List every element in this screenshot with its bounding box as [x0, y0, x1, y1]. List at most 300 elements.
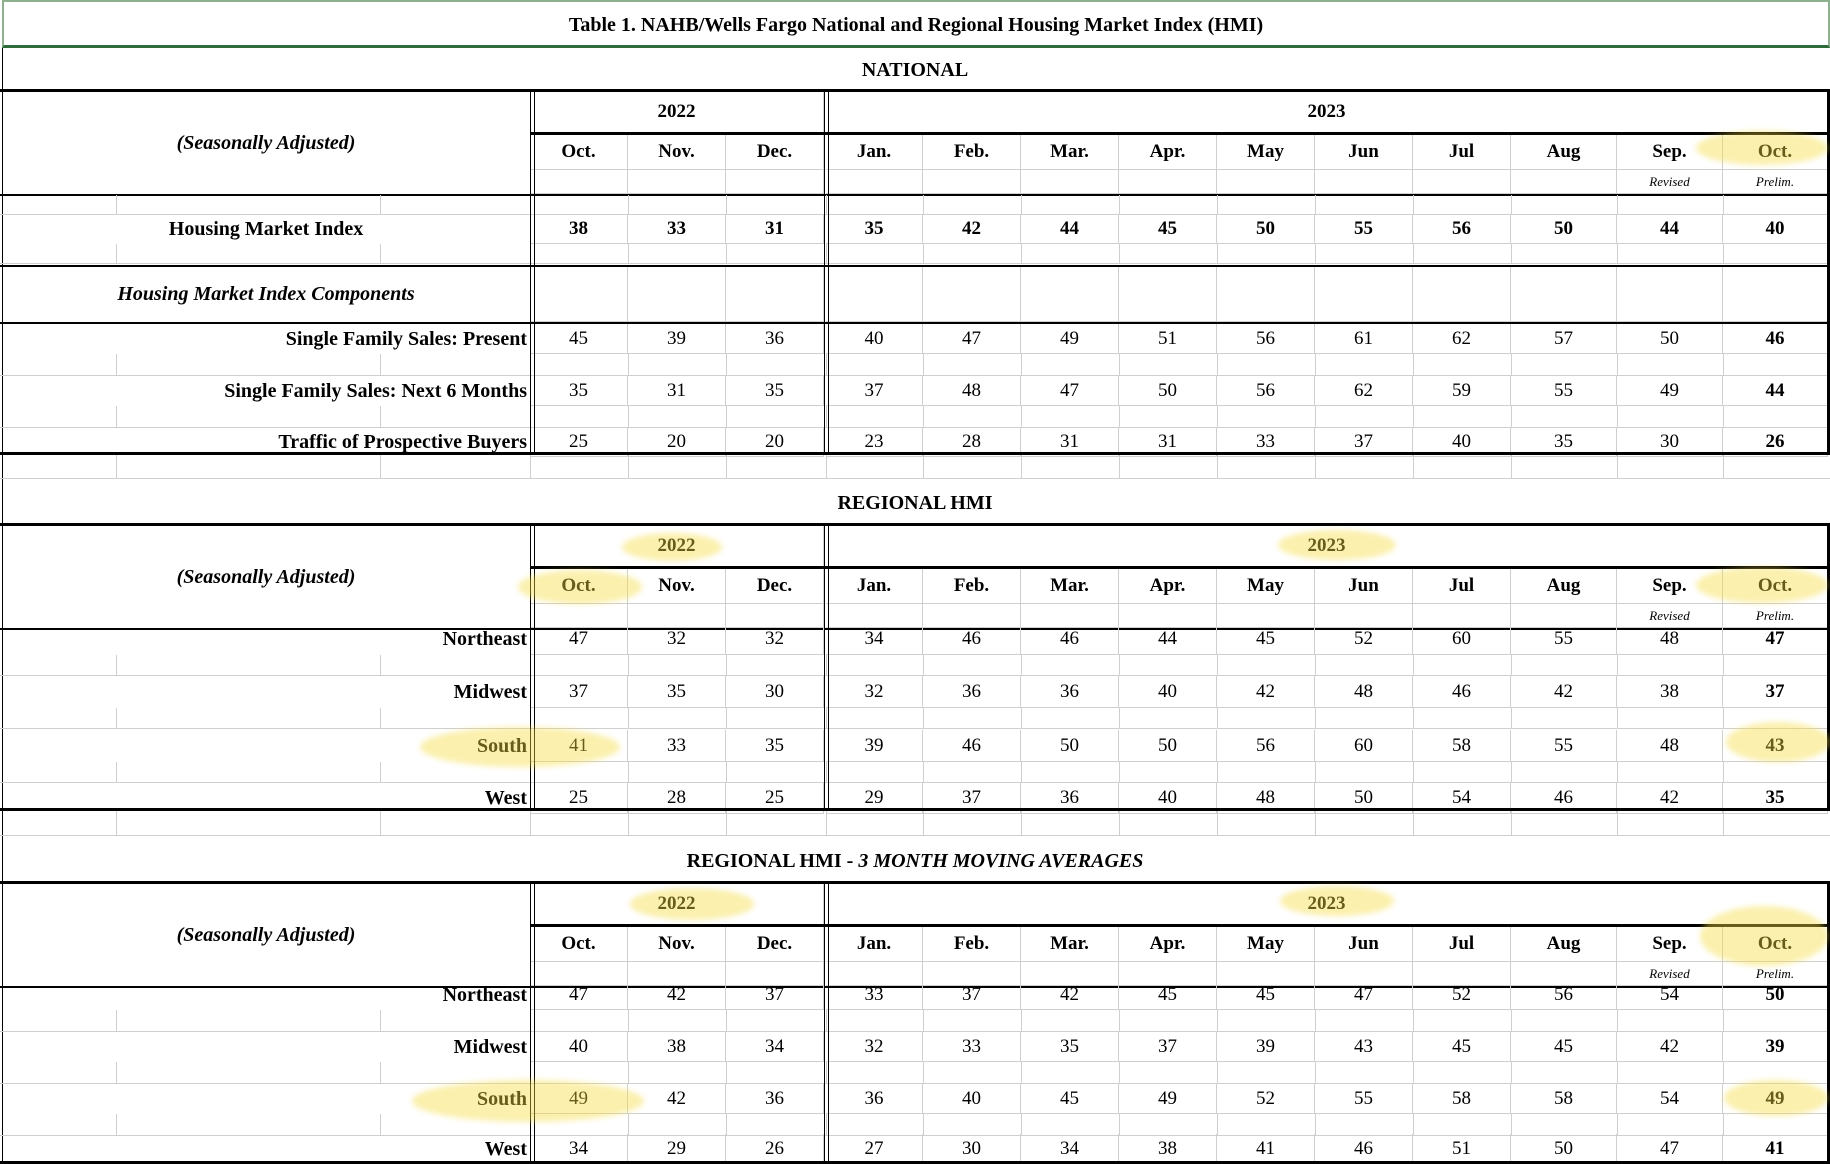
month-header: Apr. [1119, 135, 1217, 170]
data-cell: 32 [726, 623, 824, 655]
data-cell: 32 [826, 676, 923, 708]
grid-line [116, 655, 117, 676]
highlight-mark [1280, 886, 1394, 916]
grid-line [1021, 811, 1022, 836]
highlight-mark [412, 1080, 644, 1122]
grid-line [923, 762, 924, 783]
data-cell: 35 [726, 376, 824, 406]
highlight-mark [1696, 131, 1828, 165]
grid-line [1413, 244, 1414, 264]
moving-title-main: REGIONAL HMI - [686, 849, 859, 872]
region-label: West [484, 786, 527, 809]
empty-cell [1413, 267, 1511, 322]
grid-line [628, 1114, 629, 1136]
data-cell: 35 [1021, 1032, 1119, 1062]
grid-line [1315, 655, 1316, 676]
grid-line [1511, 406, 1512, 428]
grid-line [1315, 244, 1316, 264]
data-cell: 59 [1413, 376, 1511, 406]
month-header: Feb. [923, 569, 1021, 604]
data-cell: 46 [923, 623, 1021, 655]
double-rule [824, 89, 825, 455]
grid-line [826, 406, 827, 428]
grid-line [1315, 195, 1316, 215]
data-cell: 26 [726, 1134, 824, 1164]
grid-line [628, 195, 629, 215]
grid-line [380, 655, 381, 676]
grid-line [1021, 1010, 1022, 1032]
data-cell: 33 [826, 980, 923, 1010]
grid-line [116, 195, 117, 215]
data-cell: 50 [1511, 1134, 1617, 1164]
data-cell: 55 [1511, 623, 1617, 655]
month-header: Oct. [530, 135, 628, 170]
grid-line [380, 708, 381, 729]
data-cell: 45 [1217, 980, 1315, 1010]
double-rule [824, 881, 825, 1164]
highlight-mark [1726, 722, 1830, 762]
month-header: Nov. [628, 569, 726, 604]
month-header: Oct. [1723, 135, 1828, 170]
data-cell: 39 [1723, 1032, 1828, 1062]
grid-line [1217, 406, 1218, 428]
data-cell: 40 [1119, 782, 1217, 814]
grid-line [116, 1114, 117, 1136]
grid-line [1617, 354, 1618, 376]
grid-line [726, 244, 727, 264]
data-cell: 35 [1511, 427, 1617, 457]
section-title-national: NATIONAL [861, 58, 969, 81]
grid-line [1723, 1010, 1724, 1032]
grid-line [1617, 195, 1618, 215]
month-header: Mar. [1021, 569, 1119, 604]
empty-cell [726, 267, 824, 322]
grid-line [826, 195, 827, 215]
grid-line [1413, 455, 1414, 479]
data-cell: 36 [726, 1084, 824, 1114]
data-cell: 23 [826, 427, 923, 457]
grid-line [628, 244, 629, 264]
month-header: Sep. [1617, 927, 1723, 962]
data-cell: 45 [1021, 1084, 1119, 1114]
grid-line [1617, 655, 1618, 676]
header-bottom-rule [0, 194, 1830, 196]
grid-line [726, 354, 727, 376]
grid-line [1617, 762, 1618, 783]
grid-line [628, 406, 629, 428]
month-header: May [1217, 927, 1315, 962]
grid-line [1315, 455, 1316, 479]
grid-line [1315, 811, 1316, 836]
empty-cell [1119, 267, 1217, 322]
data-cell: 42 [628, 980, 726, 1010]
region-label: Midwest [453, 680, 527, 703]
month-header: Dec. [726, 569, 824, 604]
highlight-mark [1696, 567, 1828, 603]
grid-line [628, 708, 629, 729]
data-cell: 49 [530, 1084, 628, 1114]
data-cell: 62 [1413, 324, 1511, 354]
grid-line [116, 244, 117, 264]
data-cell: 36 [826, 1084, 923, 1114]
grid-line [923, 811, 924, 836]
grid-line [380, 811, 381, 836]
grid-line [826, 244, 827, 264]
grid-line [1413, 1114, 1414, 1136]
grid-line [726, 762, 727, 783]
grid-line [1723, 1114, 1724, 1136]
grid-line [1217, 811, 1218, 836]
regional-bottom-rule [0, 808, 1830, 811]
month-header: Oct. [1723, 569, 1828, 604]
section-title-moving-averages [0, 840, 1830, 882]
grid-line [1723, 455, 1724, 479]
data-cell: 25 [530, 782, 628, 814]
double-rule [534, 89, 535, 455]
grid-line [1315, 1062, 1316, 1084]
month-header: Nov. [628, 927, 726, 962]
grid-line [1511, 708, 1512, 729]
highlight-mark [622, 533, 722, 561]
data-cell: 26 [1723, 427, 1828, 457]
data-cell: 34 [826, 623, 923, 655]
grid-line [826, 1062, 827, 1084]
month-header: Mar. [1021, 135, 1119, 170]
data-cell: 32 [826, 1032, 923, 1062]
grid-line [1021, 455, 1022, 479]
year-2023: 2023 [826, 526, 1828, 567]
data-cell: 28 [628, 782, 726, 814]
data-cell: 31 [1021, 427, 1119, 457]
grid-line [0, 263, 1830, 264]
data-cell: 31 [726, 214, 824, 244]
grid-line [116, 406, 117, 428]
grid-line [1217, 708, 1218, 729]
data-cell: 44 [1617, 214, 1723, 244]
grid-line [1511, 455, 1512, 479]
empty-cell [826, 267, 923, 322]
grid-line [1511, 811, 1512, 836]
grid-line [726, 195, 727, 215]
month-header: Oct. [530, 569, 628, 604]
data-cell: 36 [923, 676, 1021, 708]
data-cell: 52 [1413, 980, 1511, 1010]
grid-line [1511, 762, 1512, 783]
components-label: Housing Market Index Components [117, 283, 415, 305]
region-label: Northeast [442, 983, 527, 1006]
data-cell: 34 [530, 1134, 628, 1164]
grid-line [1217, 195, 1218, 215]
grid-line [826, 455, 827, 479]
data-cell: 33 [628, 730, 726, 762]
grid-line [380, 1010, 381, 1032]
year-2022: 2022 [530, 526, 824, 567]
data-cell: 49 [1617, 376, 1723, 406]
data-cell: 46 [1413, 676, 1511, 708]
data-cell: 42 [1217, 676, 1315, 708]
grid-line [923, 354, 924, 376]
grid-line [1217, 354, 1218, 376]
grid-line [1413, 406, 1414, 428]
data-cell: 52 [1315, 623, 1413, 655]
double-rule [828, 523, 829, 811]
grid-line [923, 708, 924, 729]
grid-line [1413, 195, 1414, 215]
data-cell: 58 [1511, 1084, 1617, 1114]
data-cell: 37 [530, 676, 628, 708]
data-cell: 35 [530, 376, 628, 406]
grid-line [116, 708, 117, 729]
data-cell: 52 [1217, 1084, 1315, 1114]
seasonally-adjusted-label: (Seasonally Adjusted) [176, 565, 356, 588]
month-header: Aug [1511, 135, 1617, 170]
grid-line [1217, 455, 1218, 479]
grid-line [1119, 1010, 1120, 1032]
data-cell: 54 [1413, 782, 1511, 814]
month-header: May [1217, 135, 1315, 170]
grid-line [923, 1010, 924, 1032]
grid-line [628, 455, 629, 479]
data-cell: 37 [1119, 1032, 1217, 1062]
grid-line [1413, 655, 1414, 676]
grid-line [1119, 406, 1120, 428]
data-cell: 35 [726, 730, 824, 762]
data-cell: 50 [1315, 782, 1413, 814]
grid-line [726, 1062, 727, 1084]
data-cell: 37 [923, 980, 1021, 1010]
region-label: South [476, 1087, 527, 1110]
grid-line [1511, 244, 1512, 264]
data-cell: 44 [1119, 623, 1217, 655]
grid-line [1617, 244, 1618, 264]
highlight-mark [1700, 906, 1828, 966]
grid-line [1511, 1114, 1512, 1136]
grid-line [923, 195, 924, 215]
note-cell [923, 170, 1021, 194]
grid-line [1021, 406, 1022, 428]
data-cell: 50 [1119, 376, 1217, 406]
data-cell: 56 [1511, 980, 1617, 1010]
empty-cell [1723, 267, 1828, 322]
note-cell: Prelim. [1723, 962, 1828, 986]
grid-line [726, 455, 727, 479]
note-cell [1315, 170, 1413, 194]
data-cell: 55 [1511, 376, 1617, 406]
note-cell [1021, 170, 1119, 194]
grid-line [726, 1010, 727, 1032]
grid-line [1119, 1062, 1120, 1084]
data-cell: 50 [1021, 730, 1119, 762]
empty-cell [1511, 267, 1617, 322]
hmi-label: Housing Market Index [168, 217, 364, 240]
data-cell: 27 [826, 1134, 923, 1164]
month-header: Jan. [826, 569, 923, 604]
grid-line [116, 1010, 117, 1032]
grid-line [1723, 655, 1724, 676]
data-cell: 40 [826, 324, 923, 354]
month-header: Jan. [826, 135, 923, 170]
empty-cell [628, 267, 726, 322]
data-cell: 34 [726, 1032, 824, 1062]
grid-line [1119, 655, 1120, 676]
data-cell: 37 [1315, 427, 1413, 457]
grid-line [1119, 708, 1120, 729]
grid-line [1511, 354, 1512, 376]
data-cell: 40 [1119, 676, 1217, 708]
note-cell [826, 170, 923, 194]
month-header: Dec. [726, 927, 824, 962]
data-cell: 47 [530, 623, 628, 655]
year-2023: 2023 [826, 884, 1828, 925]
region-label: Midwest [453, 1035, 527, 1058]
grid-line [1617, 1010, 1618, 1032]
month-header: May [1217, 569, 1315, 604]
data-cell: 61 [1315, 324, 1413, 354]
grid-line [1315, 762, 1316, 783]
month-header: Jul [1413, 135, 1511, 170]
data-cell: 55 [1315, 214, 1413, 244]
data-cell: 42 [1021, 980, 1119, 1010]
grid-line [116, 354, 117, 376]
data-cell: 50 [1119, 730, 1217, 762]
component-label: Single Family Sales: Present [285, 327, 527, 350]
data-cell: 45 [1511, 1032, 1617, 1062]
data-cell: 30 [726, 676, 824, 708]
grid-line [1217, 1114, 1218, 1136]
data-cell: 47 [530, 980, 628, 1010]
data-cell: 48 [1315, 676, 1413, 708]
note-cell [628, 170, 726, 194]
empty-cell [530, 267, 628, 322]
grid-line [628, 1062, 629, 1084]
data-cell: 42 [1617, 782, 1723, 814]
grid-line [1723, 406, 1724, 428]
grid-line [1617, 1062, 1618, 1084]
note-cell [1413, 170, 1511, 194]
grid-line [1413, 354, 1414, 376]
grid-line [628, 1010, 629, 1032]
data-cell: 47 [1315, 980, 1413, 1010]
data-cell: 43 [1315, 1032, 1413, 1062]
grid-line [1021, 1062, 1022, 1084]
grid-line [1723, 811, 1724, 836]
data-cell: 47 [1617, 1134, 1723, 1164]
grid-line [380, 455, 381, 479]
data-cell: 49 [1723, 1084, 1828, 1114]
grid-line [628, 655, 629, 676]
data-cell: 55 [1511, 730, 1617, 762]
region-label: West [484, 1137, 527, 1160]
grid-line [1217, 655, 1218, 676]
data-cell: 45 [1217, 623, 1315, 655]
grid-line [1413, 1010, 1414, 1032]
data-cell: 41 [1723, 1134, 1828, 1164]
data-cell: 36 [1021, 676, 1119, 708]
seasonally-adjusted-label: (Seasonally Adjusted) [176, 923, 356, 946]
grid-line [1315, 1114, 1316, 1136]
data-cell: 35 [1723, 782, 1828, 814]
grid-line [1119, 455, 1120, 479]
data-cell: 46 [923, 730, 1021, 762]
grid-line [1021, 762, 1022, 783]
grid-line [1723, 762, 1724, 783]
note-cell: Prelim. [1723, 170, 1828, 194]
grid-line [923, 455, 924, 479]
grid-line [380, 195, 381, 215]
note-cell: Revised [1617, 170, 1723, 194]
grid-line [1723, 1062, 1724, 1084]
grid-line [726, 811, 727, 836]
region-label: South [476, 734, 527, 757]
grid-line [380, 1062, 381, 1084]
grid-line [826, 354, 827, 376]
grid-line [1723, 354, 1724, 376]
grid-line [1413, 708, 1414, 729]
data-cell: 41 [530, 730, 628, 762]
grid-line [826, 708, 827, 729]
grid-line [1119, 195, 1120, 215]
data-cell: 31 [1119, 427, 1217, 457]
month-header: Sep. [1617, 135, 1723, 170]
grid-line [1119, 1114, 1120, 1136]
data-cell: 37 [1723, 676, 1828, 708]
grid-line [826, 762, 827, 783]
data-cell: 56 [1217, 730, 1315, 762]
data-cell: 37 [923, 782, 1021, 814]
data-cell: 29 [826, 782, 923, 814]
grid-line [923, 655, 924, 676]
data-cell: 37 [726, 980, 824, 1010]
data-cell: 46 [1021, 623, 1119, 655]
grid-line [628, 811, 629, 836]
moving-title-italic: 3 MONTH MOVING AVERAGES [858, 849, 1144, 872]
grid-line [1217, 1062, 1218, 1084]
grid-line [1021, 354, 1022, 376]
data-cell: 40 [1723, 214, 1828, 244]
note-cell [1511, 170, 1617, 194]
data-cell: 45 [1119, 214, 1217, 244]
data-cell: 43 [1723, 730, 1828, 762]
data-cell: 50 [1617, 324, 1723, 354]
year-2022: 2022 [530, 884, 824, 925]
data-cell: 49 [1119, 1084, 1217, 1114]
month-header: Oct. [530, 927, 628, 962]
month-header: Oct. [1723, 927, 1828, 962]
data-cell: 48 [923, 376, 1021, 406]
data-cell: 30 [1617, 427, 1723, 457]
data-cell: 46 [1511, 782, 1617, 814]
grid-line [1511, 1010, 1512, 1032]
data-cell: 62 [1315, 376, 1413, 406]
grid-line [826, 1114, 827, 1136]
data-cell: 56 [1217, 324, 1315, 354]
national-bottom-rule [0, 452, 1830, 455]
grid-line [1413, 811, 1414, 836]
grid-line [1021, 1114, 1022, 1136]
grid-line [116, 1062, 117, 1084]
highlight-mark [630, 888, 754, 920]
grid-line [530, 455, 531, 479]
double-rule [824, 523, 825, 811]
grid-line [380, 406, 381, 428]
grid-line [1511, 195, 1512, 215]
data-cell: 47 [1723, 623, 1828, 655]
grid-line [826, 1010, 827, 1032]
month-header: Jun [1315, 569, 1413, 604]
data-cell: 25 [530, 427, 628, 457]
data-cell: 47 [1021, 376, 1119, 406]
grid-line [1119, 762, 1120, 783]
